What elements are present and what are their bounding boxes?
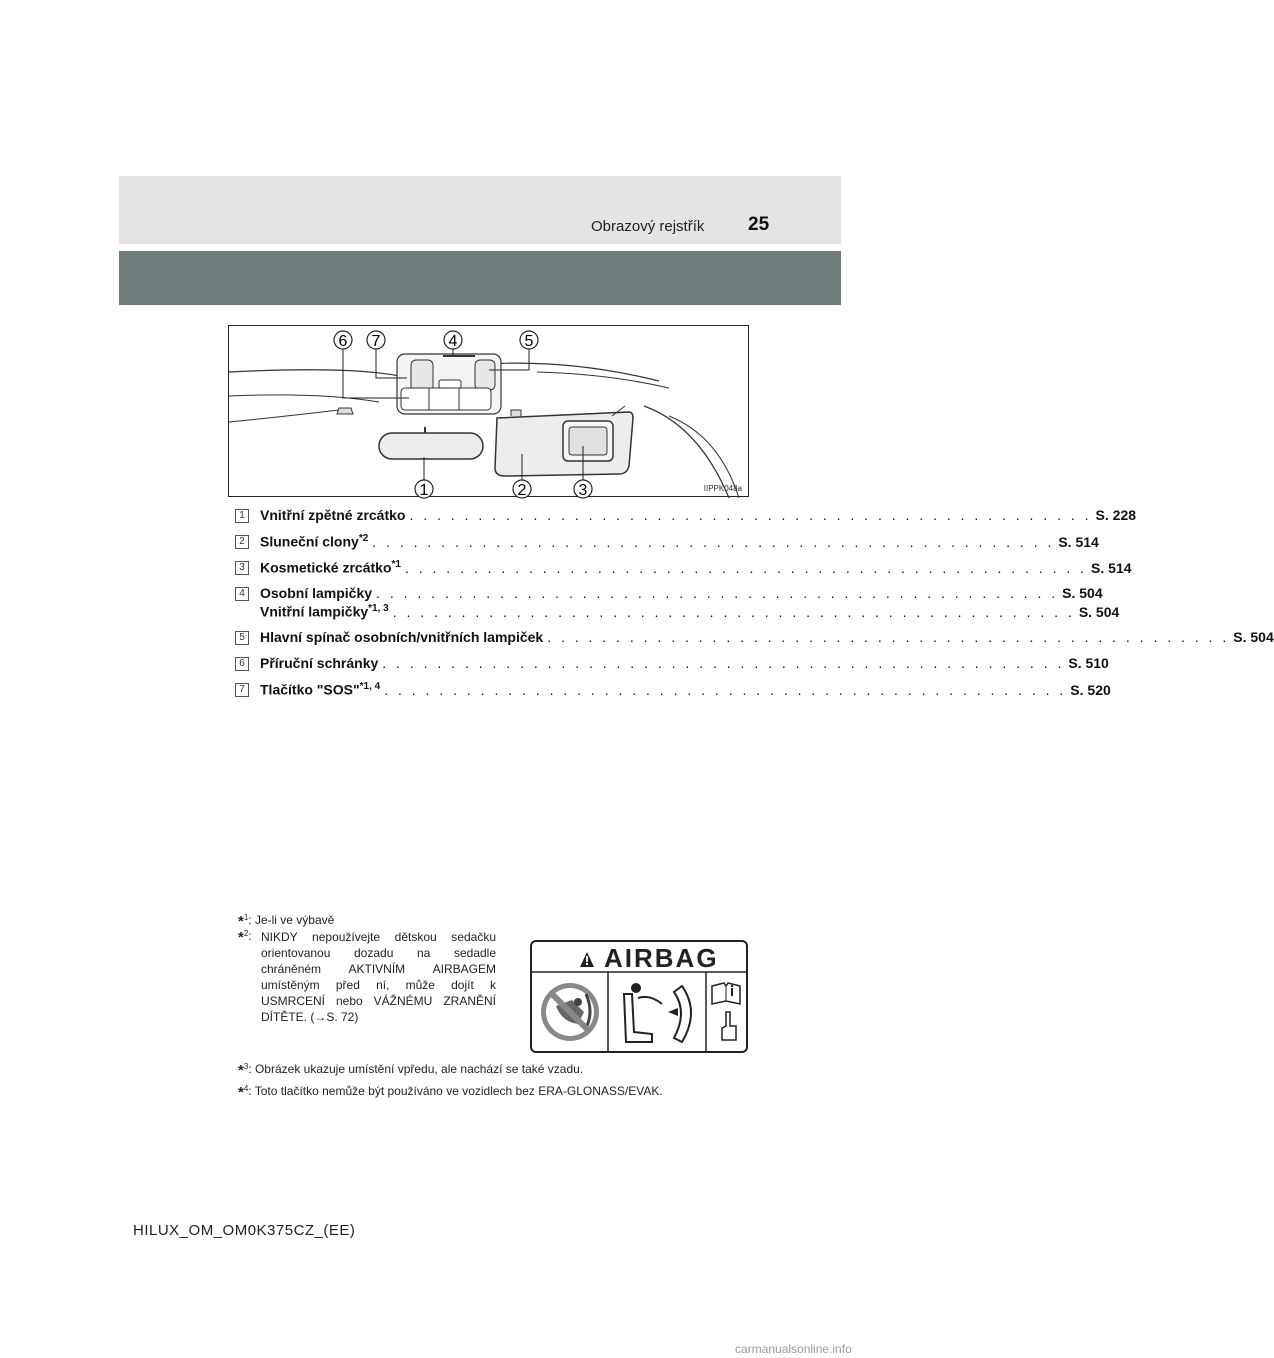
dot-leader: . . . . . . . . . . . . . . . . . . . . . . . . . . . . . . . . . . . . . . . . . . . . . . . . . . <box>372 533 1055 550</box>
page-ref: S. 228 <box>1095 507 1137 523</box>
page-number: 25 <box>748 214 770 235</box>
index-marker: 7 <box>235 683 249 697</box>
page-ref: S. 504 <box>1062 585 1103 601</box>
index-label: Hlavní spínač osobních/vnitřních lampiček <box>260 629 544 645</box>
footnote-ref: *1 <box>391 559 401 570</box>
index-marker: 3 <box>235 561 249 575</box>
overhead-console-drawing <box>229 326 750 498</box>
airbag-deploy-icon <box>624 983 691 1042</box>
footnote-4: *$^4$: Toto tlačítko nemůže být používáno ve vozidlech bez ERA-GLONASS/EVAK. <box>238 1084 663 1101</box>
callout-3-text: 3 <box>578 482 588 499</box>
index-line[interactable] <box>260 603 1120 621</box>
footnote-ref: *1, 4 <box>359 681 381 692</box>
dot-leader: . . . . . . . . . . . . . . . . . . . . . . . . . . . . . . . . . . . . . . . . . . . . . . . . . . <box>409 507 1092 523</box>
dot-leader: . . . . . . . . . . . . . . . . . . . . . . . . . . . . . . . . . . . . . . . . . . . . . . . . . . <box>382 655 1065 671</box>
index-line[interactable] <box>260 585 1103 603</box>
airbag-warning-label <box>530 940 748 1053</box>
index-label: Vnitřní lampičky$^{*1, 3}$ <box>260 603 389 620</box>
footnote-star: *$^1$ <box>238 913 249 930</box>
footnote-2-body: NIKDY nepoužívejte dětskou sedačku orientovanou dozadu na sedadle chráněném AKTIVNÍM AIRBAGEM umístěným před ní, může dojít k USMRCENÍ nebo VÁŽNÉMU ZRANĚNÍ DÍTĚTE. (→S. 72) <box>261 930 496 1024</box>
header-band <box>119 251 841 305</box>
index-label: Kosmetické zrcátko$^{*1}$ <box>260 559 401 576</box>
index-list <box>235 507 1274 707</box>
index-marker: 6 <box>235 657 249 671</box>
page-ref: S. 514 <box>1091 559 1132 576</box>
dot-leader: . . . . . . . . . . . . . . . . . . . . . . . . . . . . . . . . . . . . . . . . . . . . . . . . . . <box>384 681 1067 698</box>
index-line[interactable] <box>260 559 1132 577</box>
page-ref: S. 510 <box>1068 655 1109 671</box>
index-label: Tlačítko "SOS"$^{*1, 4}$ <box>260 681 381 698</box>
interior-illustration <box>228 325 749 497</box>
callout-5-text: 5 <box>524 333 534 350</box>
index-label: Osobní lampičky <box>260 585 373 601</box>
index-label: Sluneční clony$^{*2}$ <box>260 533 369 550</box>
callout-7-text: 7 <box>371 333 381 350</box>
index-marker: 4 <box>235 587 249 601</box>
dot-leader: . . . . . . . . . . . . . . . . . . . . . . . . . . . . . . . . . . . . . . . . . . . . . . . . . . <box>404 559 1088 576</box>
index-entry-2 <box>235 533 1099 559</box>
index-line[interactable] <box>260 629 1274 647</box>
footnote-2: *$^2$: <box>238 929 252 946</box>
index-line[interactable] <box>260 655 1109 673</box>
footnote-star: *$^3$ <box>238 1062 249 1079</box>
index-label: Vnitřní zpětné zrcátko <box>260 507 406 523</box>
header-bar <box>119 176 841 244</box>
index-entry-1 <box>235 507 1137 533</box>
pointing-hand-icon <box>722 1012 736 1040</box>
index-line[interactable] <box>260 681 1111 699</box>
callout-6-text: 6 <box>338 333 348 350</box>
footnote-3: *$^3$: Obrázek ukazuje umístění vpředu, ale nachází se také vzadu. <box>238 1062 584 1079</box>
index-entry-6 <box>235 655 1109 681</box>
index-label: Příruční schránky <box>260 655 379 671</box>
index-entry-4 <box>235 585 1120 629</box>
callout-2-text: 2 <box>517 482 527 499</box>
index-entry-7 <box>235 681 1111 707</box>
index-marker: 5 <box>235 631 249 645</box>
airbag-title: AIRBAG <box>604 943 719 973</box>
footnote-ref: *2 <box>358 533 369 544</box>
no-rear-facing-child-seat-icon <box>541 983 599 1041</box>
dot-leader: . . . . . . . . . . . . . . . . . . . . . . . . . . . . . . . . . . . . . . . . . . . . . . . . . . <box>376 585 1059 601</box>
callout-1-text: 1 <box>419 482 429 499</box>
index-marker: 2 <box>235 535 249 549</box>
manual-book-icon <box>712 983 740 1004</box>
document-code: HILUX_OM_OM0K375CZ_(EE) <box>133 1222 356 1239</box>
page-ref: S. 514 <box>1058 533 1099 550</box>
warning-triangle-icon <box>580 952 594 967</box>
footnote-ref: *1, 3 <box>368 603 389 614</box>
page-ref: S. 520 <box>1070 681 1111 698</box>
index-marker: 1 <box>235 509 249 523</box>
callout-4-text: 4 <box>448 333 458 350</box>
index-line[interactable] <box>260 507 1137 525</box>
footnote-1: *$^1$: Je-li ve výbavě <box>238 913 335 930</box>
section-title: Obrazový rejstřík <box>591 218 705 235</box>
dot-leader: . . . . . . . . . . . . . . . . . . . . . . . . . . . . . . . . . . . . . . . . . . . . . . . . . . <box>392 603 1075 620</box>
index-line[interactable] <box>260 533 1099 551</box>
watermark: carmanualsonline.info <box>735 1342 852 1356</box>
footnote-star: *$^2$ <box>238 929 249 946</box>
footnote-star: *$^4$ <box>238 1084 249 1101</box>
dot-leader: . . . . . . . . . . . . . . . . . . . . . . . . . . . . . . . . . . . . . . . . . . . . . . . . . . <box>547 629 1230 645</box>
figure-code: IIPPK048a <box>703 484 742 493</box>
index-entry-5 <box>235 629 1274 655</box>
page-ref: S. 504 <box>1078 603 1120 620</box>
index-entry-3 <box>235 559 1132 585</box>
page-ref: S. 504 <box>1233 629 1274 645</box>
